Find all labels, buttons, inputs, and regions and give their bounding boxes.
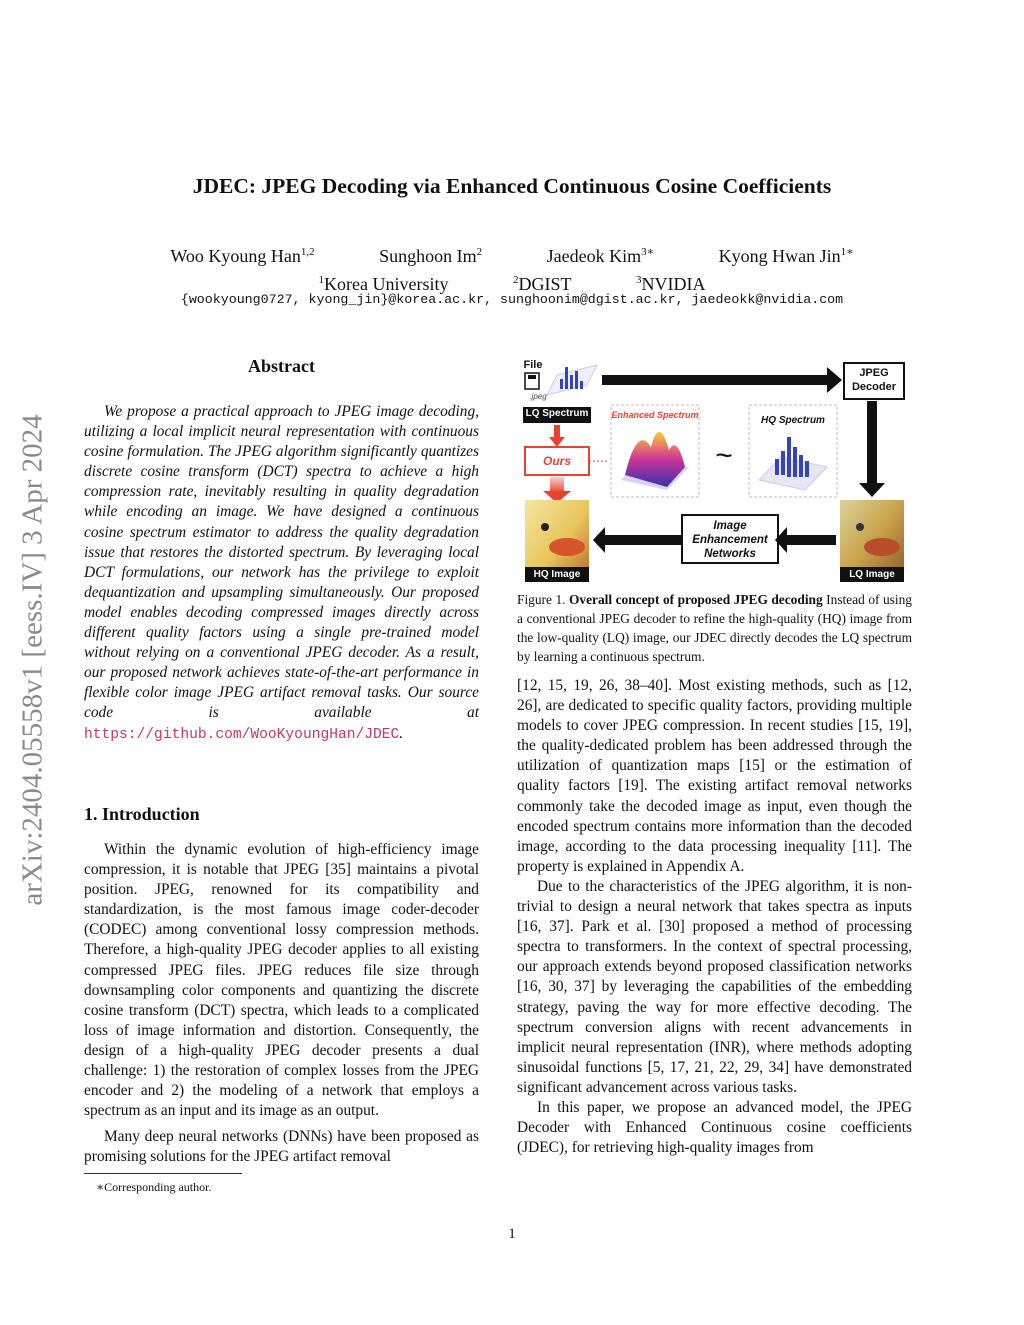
image-enhancement-networks-label: Image Enhancement Networks	[692, 520, 768, 560]
arxiv-id: arXiv:2404.05558v1 [eess.IV] 3 Apr 2024	[16, 414, 49, 906]
figure-1-caption	[517, 590, 912, 666]
right-paragraph-1: [12, 15, 19, 26, 38–40]. Most existing methods, such as [12, 26], are dedicated to specific quality factors, providing multiple models to cover JPEG compression. In recent studies [15, 19], the quality-dedicated problem has been addressed through the utilization of quantization maps [15] or the estimation of quality factors [19]. The existing artifact removal networks commonly take the decoded image as input, even though the encoded spectrum contains more information than the decoded image, according to the data processing inequality [11]. The property is explained in Appendix A.	[517, 677, 912, 875]
caption-label: Figure 1.	[517, 592, 566, 607]
right-paragraph-3: In this paper, we propose an advanced model, the JPEG Decoder with Enhanced Continuous cosine coefficients (JDEC), for retrieving high-quality images from	[517, 1098, 912, 1157]
enhanced-spectrum-label: Enhanced Spectrum	[611, 410, 699, 420]
figure-1	[517, 355, 912, 587]
hq-spectrum-label: HQ Spectrum	[761, 415, 825, 426]
file-label: File	[523, 359, 543, 371]
paper-title: JDEC: JPEG Decoding via Enhanced Continuous Cosine Coefficients	[192, 174, 832, 198]
hq-spectrum-plot	[759, 437, 827, 490]
abstract-text: We propose a practical approach to JPEG image decoding, utilizing a local implicit neural representation with continuous cosine formulation. The JPEG algorithm significantly quantizes discrete cosine transform (DCT) spectra to achieve a high compression rate, inevitably resulting in quality degradation while encoding an image. We have designed a continuous cosine spectrum estimator to address the quality degradation issue that restores the distorted spectrum. By leveraging local DCT formulations, our network has the privilege to exploit dequantization and upsampling simultaneously. Our proposed model enables decoding compressed images directly across different quality factors using a single pre-trained model without relying on a conventional JPEG decoder. As a result, our proposed network achieves state-of-the-art performance in flexible color image JPEG artifact removal tasks. Our source code is available at	[84, 403, 479, 722]
author-1: Woo Kyoung Han$^{1,2}$	[170, 246, 315, 266]
author-3: Jaedeok Kim$^{3∗}$	[546, 246, 655, 266]
right-paragraph-2: Due to the characteristics of the JPEG algorithm, it is non-trivial to design a neural network that takes spectra as inputs [16, 37]. Park et al. [30] proposed a method of processing spectra to transformers. In the context of spectral processing, our approach extends beyond proposed classification networks [16, 30, 37] by leveraging the capabilities of the embedding strategy, paving the way for more effective decoding. The spectrum conversion aligns with recent advancements in implicit neural representation (INR), where methods adopting sinusoidal functions [5, 17, 21, 22, 29, 34] have demonstrated significant advancement across various tasks.	[517, 877, 912, 1096]
ours-label: Ours	[542, 454, 571, 468]
author-2: Sunghoon Im$^2$	[379, 246, 483, 266]
footnote-rule	[84, 1173, 242, 1174]
abstract-body: We propose a practical approach to JPEG image decoding, utilizing a local implicit neural representation with continuous cosine formulation. The JPEG algorithm significantly quantizes discrete cosine transform (DCT) spectra to achieve a high compression rate, inevitably resulting in quality degradation while encoding an image. We have designed a continuous cosine spectrum estimator to address the quality degradation issue that restores the distorted spectrum. By leveraging local DCT formulations, our network has the privilege to exploit dequantization and upsampling simultaneously. Our proposed model enables decoding compressed images directly across different quality factors using a single pre-trained model without relying on a conventional JPEG decoder. As a result, our proposed network achieves state-of-the-art performance in flexible color image JPEG artifact removal tasks. Our source code is available at https://github.com/WooKyoungHan/JDEC.	[84, 403, 479, 743]
intro-paragraph-1: Within the dynamic evolution of high-efficiency image compression, it is notable that JPEG [35] maintains a pivotal position. JPEG, renowned for its compatibility and standardization, is the most famous image coder-decoder (CODEC) among conventional lossy compression methods. Therefore, a high-quality JPEG decoder applies to all existing compressed JPEG files. JPEG reduces file size through downsampling color components and quantizing the discrete cosine transform (DCT) spectra, which leads to a complicated loss of image information and distortion. Consequently, the design of a high-quality JPEG decoder presents a dual challenge: 1) the restoration of complex losses from the JPEG encoder and 2) the modeling of a network that employs a spectrum as an input and its image as an output.	[84, 841, 479, 1120]
author-emails: {wookyoung0727, kyong_jin}@korea.ac.kr, sunghoonim@dgist.ac.kr, jaedeokk@nvidia.com	[180, 292, 844, 307]
caption-title: Overall concept of proposed JPEG decoding	[568, 592, 823, 607]
caption-text: Instead of using a conventional JPEG decoder to refine the high-quality (HQ) image from the low-quality (LQ) image, our JDEC directly decodes the LQ spectrum by learning a continuous spectrum.	[517, 592, 912, 664]
introduction-body	[84, 840, 479, 1168]
section-heading-introduction: 1. Introduction	[84, 804, 200, 824]
lq-spectrum-plot	[547, 365, 597, 395]
affiliation-3: $^3$NVIDIA	[635, 274, 706, 294]
arxiv-sidebar	[6, 350, 60, 970]
intro-paragraph-2: Many deep neural networks (DNNs) have been proposed as promising solutions for the JPEG artifact removal	[84, 1128, 479, 1166]
footnote: ∗Corresponding author.	[96, 1180, 212, 1194]
lq-spectrum-label: LQ Spectrum	[525, 408, 589, 419]
affiliation-1: $^1$Korea University	[318, 274, 449, 294]
jpeg-decoder-label: JPEG Decoder	[851, 367, 897, 393]
author-list	[0, 240, 1024, 296]
affiliation-2: $^2$DGIST	[512, 274, 572, 294]
page-number: 1	[508, 1226, 516, 1242]
author-4: Kyong Hwan Jin$^{1∗}$	[718, 246, 854, 266]
hq-image-label: HQ Image	[533, 569, 581, 580]
tilde-symbol: ~	[715, 439, 733, 472]
right-column-body	[517, 676, 912, 1158]
lq-image-label: LQ Image	[849, 569, 895, 580]
source-code-link[interactable]: https://github.com/WooKyoungHan/JDEC	[84, 726, 400, 743]
enhanced-spectrum-plot	[621, 432, 689, 490]
jpeg-ext-label: .jpeg	[529, 392, 547, 401]
abstract-heading: Abstract	[248, 356, 315, 376]
